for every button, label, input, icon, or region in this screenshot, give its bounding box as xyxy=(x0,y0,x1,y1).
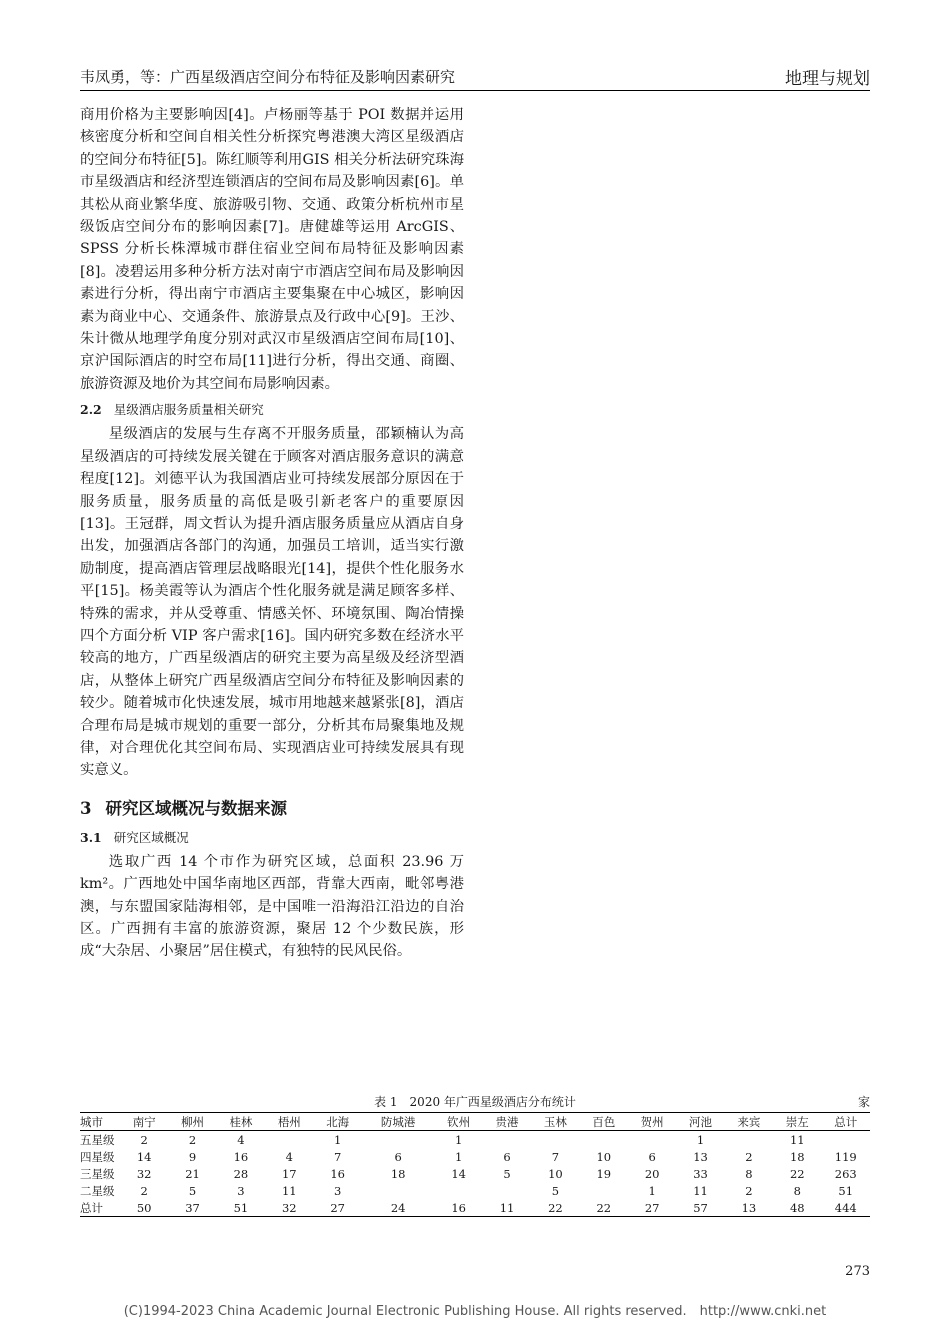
table-cell: 57 xyxy=(693,1200,708,1215)
table-cell: 17 xyxy=(281,1166,297,1181)
table-cell: 2 xyxy=(140,1183,148,1198)
table-column-header: 桂林 xyxy=(229,1114,253,1129)
table-column-header: 北海 xyxy=(326,1114,350,1129)
table-row xyxy=(80,1148,870,1165)
table-cell xyxy=(821,1131,870,1149)
table-cell: 33 xyxy=(693,1166,708,1181)
table-cell: 50 xyxy=(136,1200,152,1215)
table-cell: 27 xyxy=(644,1200,660,1215)
table-cell: 8 xyxy=(793,1183,801,1198)
table-cell xyxy=(362,1182,435,1199)
table-cell: 2 xyxy=(745,1149,753,1164)
table-column-header: 柳州 xyxy=(181,1114,205,1129)
table-column-header: 钦州 xyxy=(447,1114,471,1129)
table-cell: 28 xyxy=(233,1166,249,1181)
table-cell: 2 xyxy=(745,1183,753,1198)
table-cell xyxy=(580,1131,628,1149)
table-cell: 32 xyxy=(281,1200,297,1215)
table-unit: 家 xyxy=(857,1095,870,1109)
left-column xyxy=(80,104,464,963)
table-cell: 5 xyxy=(551,1183,560,1198)
table-cell: 9 xyxy=(188,1149,197,1164)
table-caption xyxy=(80,1093,870,1111)
table-cell: 51 xyxy=(233,1200,249,1215)
table-cell: 1 xyxy=(454,1149,463,1164)
table-cell xyxy=(362,1131,435,1149)
paragraph: 选取广西 14 个市作为研究区域，总面积 23.96 万 km²。广西地处中国华南地区西部，背靠大西南，毗邻粤港澳，与东盟国家陆海相邻，是中国唯一沿海沿江沿边的自治区。广西拥有丰富的旅游资源，聚居 12 个少数民族，形成“大杂居、小聚居”居住模式，有独特的民风民俗。 xyxy=(80,853,464,960)
table-cell xyxy=(483,1131,531,1149)
table-row-label: 五星级 xyxy=(80,1132,115,1147)
table-cell: 32 xyxy=(136,1166,152,1181)
copyright-footer: (C)1994-2023 China Academic Journal Electronic Publishing House. All rights reserved. http://www.cnki.net xyxy=(123,1304,827,1319)
table-column-header: 贵港 xyxy=(495,1114,519,1129)
table-cell: 263 xyxy=(834,1166,857,1181)
table-body xyxy=(80,1131,870,1217)
table-column-header: 来宾 xyxy=(737,1114,761,1129)
table-cell: 10 xyxy=(596,1149,612,1164)
page-number: 273 xyxy=(845,1264,870,1279)
running-header xyxy=(80,64,870,91)
table-cell: 19 xyxy=(596,1166,612,1181)
table-cell: 11 xyxy=(789,1132,805,1147)
header-journal-name: 地理与规划 xyxy=(785,69,870,89)
table-header-row xyxy=(80,1113,870,1131)
table-title: 表 1 2020 年广西星级酒店分布统计 xyxy=(374,1095,576,1109)
table-cell: 5 xyxy=(503,1166,511,1181)
table-cell: 24 xyxy=(390,1200,406,1215)
table-cell: 10 xyxy=(548,1166,563,1181)
section-heading-2-2: 2.2 星级酒店服务质量相关研究 xyxy=(80,402,264,418)
table-cell: 22 xyxy=(789,1166,805,1181)
table-cell: 4 xyxy=(237,1132,245,1147)
table-cell: 13 xyxy=(741,1200,757,1215)
table-row xyxy=(80,1182,870,1199)
table-cell: 1 xyxy=(334,1132,342,1147)
table-cell: 7 xyxy=(334,1149,342,1164)
table-column-header: 崇左 xyxy=(785,1114,809,1129)
table-cell: 444 xyxy=(834,1200,857,1215)
table-column-header: 百色 xyxy=(592,1114,616,1129)
table-cell: 119 xyxy=(834,1149,857,1164)
table-cell: 27 xyxy=(330,1200,345,1215)
section-heading-3-1: 3.1 研究区域概况 xyxy=(80,829,189,845)
table-column-header: 防城港 xyxy=(380,1114,416,1129)
table-cell: 11 xyxy=(499,1200,515,1215)
table-row xyxy=(80,1199,870,1217)
table-row-label: 三星级 xyxy=(80,1166,115,1181)
table-cell: 13 xyxy=(693,1149,708,1164)
table-cell: 4 xyxy=(285,1149,293,1164)
table-cell: 18 xyxy=(789,1149,805,1164)
table-cell xyxy=(628,1131,676,1149)
table-cell: 11 xyxy=(281,1183,297,1198)
table-cell: 6 xyxy=(648,1149,656,1164)
table-cell: 20 xyxy=(644,1166,660,1181)
table-cell xyxy=(265,1131,313,1149)
table-cell: 18 xyxy=(390,1166,406,1181)
header-article-title: 韦凤勇，等：广西星级酒店空间分布特征及影响因素研究 xyxy=(80,68,456,86)
table-cell: 1 xyxy=(648,1183,656,1198)
table-cell: 21 xyxy=(185,1166,200,1181)
table-cell xyxy=(483,1182,531,1199)
table-row xyxy=(80,1131,870,1149)
table-column-header: 河池 xyxy=(689,1114,713,1129)
hotel-distribution-table xyxy=(80,1112,870,1217)
table-cell: 1 xyxy=(454,1132,463,1147)
table-row-label: 四星级 xyxy=(80,1149,115,1164)
table-cell xyxy=(580,1182,628,1199)
table-cell: 16 xyxy=(330,1166,345,1181)
table-cell: 51 xyxy=(838,1183,854,1198)
table-cell: 6 xyxy=(394,1149,402,1164)
table-cell: 2 xyxy=(140,1132,148,1147)
table-cell: 5 xyxy=(188,1183,197,1198)
table-cell xyxy=(434,1182,482,1199)
table-cell: 16 xyxy=(233,1149,249,1164)
table-column-header: 梧州 xyxy=(277,1114,301,1129)
table-cell: 8 xyxy=(745,1166,753,1181)
table-column-header: 贺州 xyxy=(640,1114,664,1129)
table-cell: 48 xyxy=(789,1200,805,1215)
table-cell: 1 xyxy=(696,1132,705,1147)
paragraph: 商用价格为主要影响因[4]。卢杨丽等基于 POI 数据并运用核密度分析和空间自相关性分析探究粤港澳大湾区星级酒店的空间分布特征[5]。陈红顺等利用GIS 相关分析法研究珠海市星级酒店和经济型连锁酒店的空间布局及影响因素[6]。单其松从商业繁华度、旅游吸引物、交通、政策分析杭州市星级饭店空间分布的影响因素[7]。唐健雄等运用 ArcGIS、SPSS 分析长株潭城市群住宿业空间布局特征及影响因素[8]。凌碧运用多种分析方法对南宁市酒店空间布局及影响因素进行分析，得出南宁市酒店主要集聚在中心城区，影响因素为商业中心、交通条件、旅游景点及行政中心[9]。王沙、朱计微从地理学角度分别对武汉市星级酒店空间布局[10]、京沪国际酒店的时空布局[11]进行分析，得出交通、商圈、旅游资源及地价为其空间布局影响因素。 xyxy=(80,107,464,392)
section-heading-3: 3 研究区域概况与数据来源 xyxy=(80,798,287,818)
table-cell xyxy=(531,1131,579,1149)
table-row-label: 总计 xyxy=(80,1200,103,1215)
table-cell: 2 xyxy=(188,1132,197,1147)
table-column-header: 总计 xyxy=(834,1114,858,1129)
table-cell: 3 xyxy=(334,1183,342,1198)
table-cell: 14 xyxy=(136,1149,152,1164)
table-cell: 22 xyxy=(548,1200,563,1215)
table-row xyxy=(80,1165,870,1182)
table-cell: 16 xyxy=(451,1200,466,1215)
table-cell: 3 xyxy=(237,1183,245,1198)
table-cell: 37 xyxy=(185,1200,200,1215)
table-cell: 6 xyxy=(503,1149,511,1164)
table-column-header: 玉林 xyxy=(543,1114,567,1129)
table-column-header: 南宁 xyxy=(132,1114,156,1129)
table-corner-header: 城市 xyxy=(80,1114,103,1129)
table-cell xyxy=(725,1131,773,1149)
paragraph: 星级酒店的发展与生存离不开服务质量，邵颖楠认为高星级酒店的可持续发展关键在于顾客对酒店服务意识的满意程度[12]。刘德平认为我国酒店业可持续发展部分原因在于服务质量，服务质量的高低是吸引新老客户的重要原因[13]。王冠群，周文哲认为提升酒店服务质量应从酒店自身出发，加强酒店各部门的沟通，加强员工培训，适当实行激励制度，提高酒店管理层战略眼光[14]，提供个性化服务水平[15]。杨美霞等认为酒店个性化服务就是满足顾客多样、特殊的需求，并从受尊重、情感关怀、环境氛围、陶冶情操四个方面分析 VIP 客户需求[16]。国内研究多数在经济水平较高的地方，广西星级酒店的研究主要为高星级及经济型酒店，从整体上研究广西星级酒店空间分布特征及影响因素的较少。随着城市化快速发展，城市用地越来越紧张[8]，酒店合理布局是城市规划的重要一部分，分析其布局聚集地及规律，对合理优化其空间布局、实现酒店业可持续发展具有现实意义。 xyxy=(80,426,464,779)
table-cell: 14 xyxy=(451,1166,466,1181)
table-row-label: 二星级 xyxy=(80,1183,115,1198)
table-cell: 11 xyxy=(693,1183,708,1198)
table-cell: 7 xyxy=(551,1149,560,1164)
table-cell: 22 xyxy=(596,1200,612,1215)
